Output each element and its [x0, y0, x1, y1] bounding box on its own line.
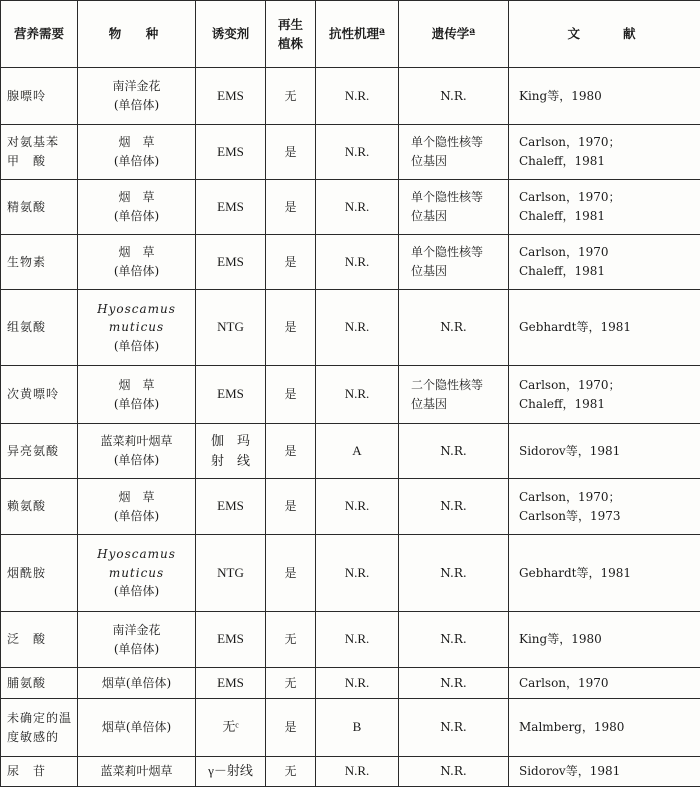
- mutagen-text: EMS: [199, 142, 262, 162]
- mechanism-cell: A: [316, 424, 399, 479]
- nutrient-text: 对氨基苯: [7, 133, 74, 152]
- nutrient-cell: [1, 180, 78, 235]
- header-genetics: 遗传学ª: [399, 1, 509, 68]
- reference-text: Gebhardt等，1981: [519, 564, 697, 583]
- species-cell: [78, 235, 196, 290]
- mechanism-cell: N.R.: [316, 612, 399, 668]
- regenerate-cell: 无: [266, 668, 316, 699]
- mechanism-cell: B: [316, 699, 399, 757]
- nutrient-cell: [1, 699, 78, 757]
- nutrient-text: 异亮氨酸: [7, 442, 74, 461]
- species-cell: [78, 290, 196, 366]
- regenerate-cell: 是: [266, 235, 316, 290]
- genetics-cell: [399, 68, 509, 125]
- mechanism-cell: N.R.: [316, 668, 399, 699]
- table-row: [1, 180, 700, 235]
- species-note: (单倍体): [81, 582, 192, 601]
- reference-text: Chaleff，1981: [519, 262, 697, 281]
- nutrient-text: 脯氨酸: [7, 674, 74, 693]
- genetics-cell: [399, 535, 509, 612]
- genetics-cell: [399, 424, 509, 479]
- mechanism-cell: N.R.: [316, 180, 399, 235]
- species-cell: [78, 424, 196, 479]
- reference-text: Carlson，1970: [519, 674, 697, 693]
- reference-text: Carlson，1970；: [519, 188, 697, 207]
- reference-cell: [509, 180, 700, 235]
- genetics-cell: [399, 366, 509, 424]
- species-name: 南洋金花: [81, 77, 192, 96]
- species-scientific-name: Hyoscamus muticus: [81, 545, 192, 582]
- regenerate-cell: 无: [266, 68, 316, 125]
- mutagen-cell: [196, 180, 266, 235]
- genetics-cell: [399, 479, 509, 535]
- regenerate-cell: 是: [266, 290, 316, 366]
- nutrient-cell: [1, 125, 78, 180]
- nutrient-cell: [1, 235, 78, 290]
- genetics-text: 单个隐性核等: [411, 188, 505, 207]
- reference-cell: [509, 366, 700, 424]
- nutrient-text: 腺嘌呤: [7, 87, 74, 106]
- table-row: [1, 125, 700, 180]
- nutrient-cell: [1, 757, 78, 787]
- species-note: (单倍体): [81, 152, 192, 171]
- genetics-cell: [399, 757, 509, 787]
- species-name: 烟 草: [81, 376, 192, 395]
- reference-text: Carlson等，1973: [519, 507, 697, 526]
- nutrient-text: 组氨酸: [7, 318, 74, 337]
- nutrient-text: 精氨酸: [7, 198, 74, 217]
- nutrient-text: 未确定的温: [7, 709, 74, 728]
- mechanism-cell: N.R.: [316, 125, 399, 180]
- regenerate-cell: 是: [266, 180, 316, 235]
- genetics-cell: [399, 235, 509, 290]
- species-name: 南洋金花: [81, 621, 192, 640]
- genetics-text: 二个隐性核等: [411, 376, 505, 395]
- mutagen-cell: [196, 535, 266, 612]
- species-cell: [78, 479, 196, 535]
- mutagen-text: EMS: [199, 86, 262, 106]
- regenerate-cell: 是: [266, 479, 316, 535]
- species-note: (单倍体): [81, 207, 192, 226]
- nutrient-cell: [1, 668, 78, 699]
- table-row: [1, 290, 700, 366]
- mutagen-cell: [196, 424, 266, 479]
- table-row: [1, 612, 700, 668]
- mutagen-cell: [196, 68, 266, 125]
- mutagen-cell: [196, 366, 266, 424]
- genetics-text: N.R.: [402, 674, 505, 693]
- genetics-cell: [399, 125, 509, 180]
- species-note: (单倍体): [81, 507, 192, 526]
- mechanism-cell: N.R.: [316, 68, 399, 125]
- species-note: (单倍体): [81, 395, 192, 414]
- mechanism-cell: N.R.: [316, 290, 399, 366]
- nutrient-cell: [1, 424, 78, 479]
- header-species: 物 种: [78, 1, 196, 68]
- table-row: [1, 668, 700, 699]
- genetics-text: N.R.: [402, 87, 505, 106]
- regenerate-cell: 无: [266, 757, 316, 787]
- genetics-text: 单个隐性核等: [411, 133, 505, 152]
- regenerate-cell: 是: [266, 699, 316, 757]
- reference-cell: [509, 668, 700, 699]
- reference-text: Sidorov等，1981: [519, 442, 697, 461]
- reference-cell: [509, 699, 700, 757]
- genetics-cell: [399, 612, 509, 668]
- header-mechanism: 抗性机理ª: [316, 1, 399, 68]
- species-scientific-name: Hyoscamus muticus: [81, 300, 192, 337]
- mutagen-text: EMS: [199, 384, 262, 404]
- reference-text: Chaleff，1981: [519, 395, 697, 414]
- reference-text: King等，1980: [519, 630, 697, 649]
- regenerate-cell: 是: [266, 125, 316, 180]
- mutagen-text: NTG: [199, 317, 262, 337]
- genetics-text: 位基因: [411, 395, 505, 414]
- species-cell: [78, 535, 196, 612]
- mutagen-cell: [196, 125, 266, 180]
- species-note: (单倍体): [81, 451, 192, 470]
- reference-text: Carlson，1970；: [519, 488, 697, 507]
- mutagen-cell: [196, 699, 266, 757]
- species-cell: [78, 366, 196, 424]
- species-note: (单倍体): [81, 337, 192, 356]
- table-row: [1, 757, 700, 787]
- header-row: [1, 1, 700, 68]
- genetics-text: N.R.: [402, 318, 505, 337]
- species-name: 烟 草: [81, 243, 192, 262]
- nutrient-text: 次黄嘌呤: [7, 385, 74, 404]
- genetics-text: 位基因: [411, 207, 505, 226]
- reference-cell: [509, 757, 700, 787]
- reference-text: Gebhardt等，1981: [519, 318, 697, 337]
- reference-text: Carlson，1970；: [519, 133, 697, 152]
- reference-text: Chaleff，1981: [519, 207, 697, 226]
- nutrient-text: 尿 苷: [7, 762, 74, 781]
- table-row: [1, 479, 700, 535]
- nutrient-text: 泛 酸: [7, 630, 74, 649]
- nutrient-cell: [1, 535, 78, 612]
- reference-text: Sidorov等，1981: [519, 762, 697, 781]
- genetics-text: N.R.: [402, 630, 505, 649]
- mutagen-cell: [196, 290, 266, 366]
- nutrient-cell: [1, 479, 78, 535]
- species-cell: [78, 125, 196, 180]
- species-note: (单倍体): [81, 96, 192, 115]
- mutagen-text: EMS: [199, 673, 262, 693]
- mutagen-text: 无ᶜ: [199, 717, 262, 737]
- mechanism-cell: N.R.: [316, 757, 399, 787]
- mutagen-text: 射 线: [199, 451, 262, 471]
- genetics-text: N.R.: [402, 762, 505, 781]
- reference-cell: [509, 612, 700, 668]
- mutagen-text: EMS: [199, 496, 262, 516]
- nutrient-text: 度敏感的: [7, 728, 74, 747]
- species-name: 烟草(单倍体): [81, 674, 192, 693]
- reference-cell: [509, 424, 700, 479]
- mutagen-cell: [196, 757, 266, 787]
- nutrient-cell: [1, 290, 78, 366]
- table-row: [1, 424, 700, 479]
- genetics-cell: [399, 699, 509, 757]
- genetics-text: N.R.: [402, 442, 505, 461]
- nutrient-cell: [1, 612, 78, 668]
- mutagen-text: γ－射线: [199, 761, 262, 781]
- reference-cell: [509, 479, 700, 535]
- regenerate-cell: 无: [266, 612, 316, 668]
- regenerate-cell: 是: [266, 535, 316, 612]
- species-name: 烟 草: [81, 133, 192, 152]
- genetics-text: N.R.: [402, 497, 505, 516]
- species-cell: [78, 668, 196, 699]
- genetics-text: 位基因: [411, 262, 505, 281]
- nutrient-text: 生物素: [7, 253, 74, 272]
- species-cell: [78, 68, 196, 125]
- reference-text: King等，1980: [519, 87, 697, 106]
- mutagen-text: EMS: [199, 197, 262, 217]
- reference-cell: [509, 235, 700, 290]
- mutagen-cell: [196, 668, 266, 699]
- header-nutrient: 营养需要: [1, 1, 78, 68]
- nutrient-cell: [1, 366, 78, 424]
- reference-text: Carlson，1970: [519, 243, 697, 262]
- genetics-text: 单个隐性核等: [411, 243, 505, 262]
- header-mutagen: 诱变剂: [196, 1, 266, 68]
- mechanism-cell: N.R.: [316, 235, 399, 290]
- mutagen-text: EMS: [199, 629, 262, 649]
- genetics-text: N.R.: [402, 564, 505, 583]
- species-name: 蓝菜莉叶烟草: [81, 432, 192, 451]
- nutrient-text: 甲 酸: [7, 152, 74, 171]
- nutrient-cell: [1, 68, 78, 125]
- table-row: [1, 366, 700, 424]
- species-cell: [78, 757, 196, 787]
- mechanism-cell: N.R.: [316, 535, 399, 612]
- species-cell: [78, 612, 196, 668]
- genetics-cell: [399, 668, 509, 699]
- header-reference: 文 献: [509, 1, 700, 68]
- mechanism-cell: N.R.: [316, 366, 399, 424]
- mutagen-text: EMS: [199, 252, 262, 272]
- regenerate-cell: 是: [266, 366, 316, 424]
- nutrient-text: 赖氨酸: [7, 497, 74, 516]
- header-regenerate: 再生 植株: [266, 1, 316, 68]
- reference-text: Chaleff，1981: [519, 152, 697, 171]
- reference-cell: [509, 290, 700, 366]
- species-cell: [78, 699, 196, 757]
- mutagen-cell: [196, 235, 266, 290]
- table-row: [1, 535, 700, 612]
- reference-text: Malmberg，1980: [519, 718, 697, 737]
- genetics-text: 位基因: [411, 152, 505, 171]
- reference-text: Carlson，1970；: [519, 376, 697, 395]
- mutagen-text: 伽 玛: [199, 431, 262, 451]
- mutagen-cell: [196, 612, 266, 668]
- nutrient-text: 烟酰胺: [7, 564, 74, 583]
- table-row: [1, 699, 700, 757]
- species-name: 烟 草: [81, 188, 192, 207]
- genetics-cell: [399, 290, 509, 366]
- reference-cell: [509, 68, 700, 125]
- table-body: [1, 68, 700, 787]
- table-row: [1, 235, 700, 290]
- species-name: 烟 草: [81, 488, 192, 507]
- regenerate-cell: 是: [266, 424, 316, 479]
- species-name: 烟草(单倍体): [81, 718, 192, 737]
- species-name: 蓝菜莉叶烟草: [81, 762, 192, 781]
- species-cell: [78, 180, 196, 235]
- genetics-cell: [399, 180, 509, 235]
- reference-cell: [509, 535, 700, 612]
- mutagen-cell: [196, 479, 266, 535]
- species-note: (单倍体): [81, 640, 192, 659]
- mutagen-text: NTG: [199, 563, 262, 583]
- mechanism-cell: N.R.: [316, 479, 399, 535]
- species-note: (单倍体): [81, 262, 192, 281]
- reference-cell: [509, 125, 700, 180]
- table-row: [1, 68, 700, 125]
- genetics-text: N.R.: [402, 718, 505, 737]
